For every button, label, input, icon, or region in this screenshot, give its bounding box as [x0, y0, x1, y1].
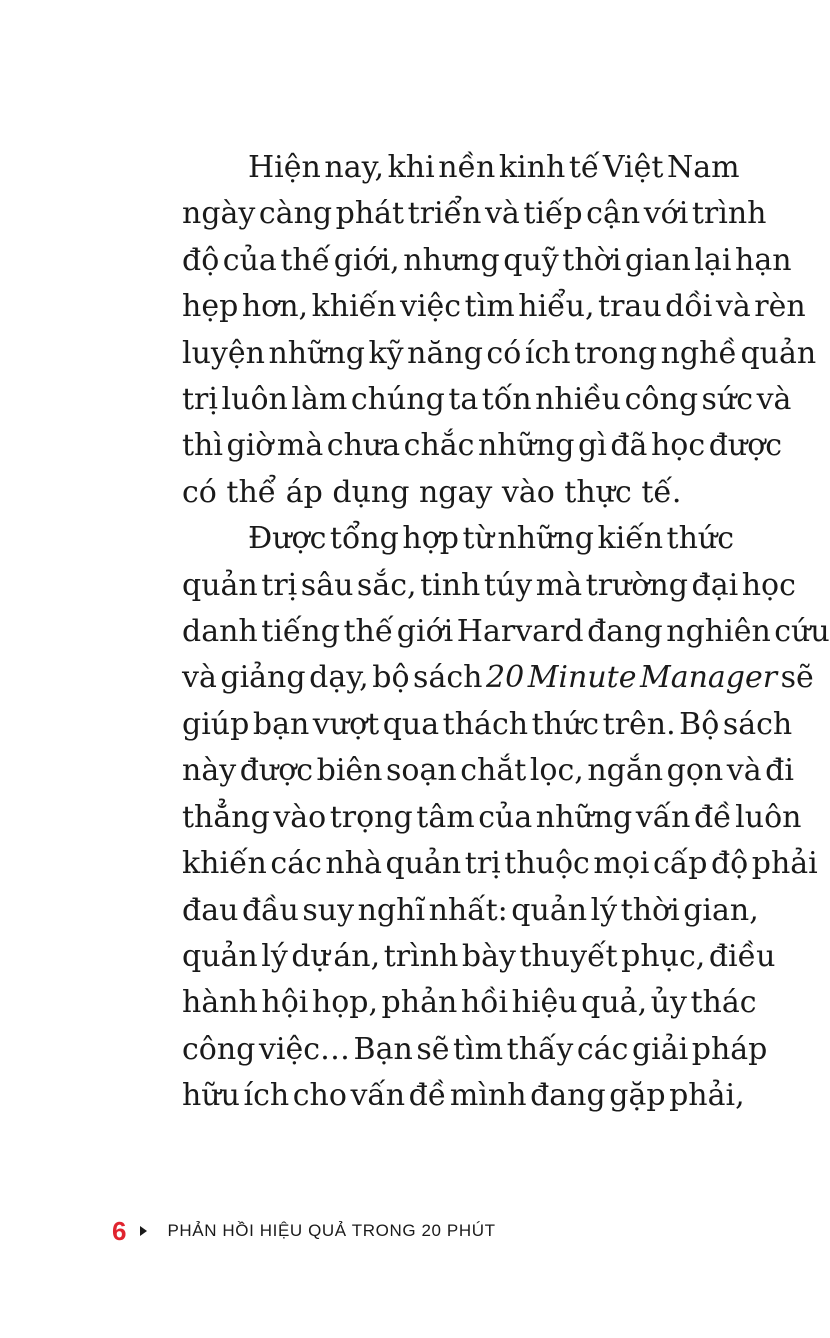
- paragraph-2: [116, 516, 830, 1119]
- page-footer: [112, 1216, 496, 1246]
- text-line: danh tiếng thế giới Harvard đang nghiên cứu: [182, 614, 830, 650]
- text-fragment: và giảng dạy, bộ sách: [182, 660, 486, 696]
- text-line: này được biên soạn chắt lọc, ngắn gọn và đi: [182, 753, 794, 789]
- book-series-title: 20 Minute Manager: [485, 660, 778, 696]
- triangle-right-icon: [140, 1226, 147, 1236]
- text-line: công việc… Bạn sẽ tìm thấy các giải pháp: [182, 1031, 768, 1067]
- running-head: PHẢN HỒI HIỆU QUẢ TRONG 20 PHÚT: [167, 1221, 496, 1240]
- text-line: hành hội họp, phản hồi hiệu quả, ủy thác: [182, 985, 757, 1021]
- body-text: [116, 145, 830, 1120]
- text-line: giúp bạn vượt qua thách thức trên. Bộ sách: [182, 706, 793, 742]
- text-line-with-title: [116, 655, 814, 701]
- text-line: độ của thế giới, nhưng quỹ thời gian lại hạn: [182, 242, 792, 278]
- paragraph-1: [116, 145, 817, 516]
- text-line: Được tổng hợp từ những kiến thức: [248, 521, 735, 557]
- text-line: hữu ích cho vấn đề mình đang gặp phải,: [182, 1078, 745, 1114]
- text-line: thì giờ mà chưa chắc những gì đã học được: [182, 428, 783, 464]
- page-number: 6: [112, 1215, 127, 1246]
- text-line: có thể áp dụng ngay vào thực tế.: [182, 474, 682, 510]
- text-line: luyện những kỹ năng có ích trong nghề quản: [182, 335, 817, 371]
- text-line: hẹp hơn, khiến việc tìm hiểu, trau dồi và rèn: [182, 289, 806, 325]
- text-fragment: sẽ: [777, 660, 814, 696]
- text-line: trị luôn làm chúng ta tốn nhiều công sức và: [182, 382, 792, 418]
- text-line: thẳng vào trọng tâm của những vấn đề luôn: [182, 799, 802, 835]
- text-line: Hiện nay, khi nền kinh tế Việt Nam: [248, 150, 740, 185]
- text-line: quản lý dự án, trình bày thuyết phục, điều: [182, 938, 776, 974]
- text-line: ngày càng phát triển và tiếp cận với trình: [182, 196, 767, 232]
- text-line: đau đầu suy nghĩ nhất: quản lý thời gian,: [182, 892, 759, 928]
- text-line: khiến các nhà quản trị thuộc mọi cấp độ phải: [182, 846, 818, 882]
- text-line: quản trị sâu sắc, tinh túy mà trường đại học: [182, 567, 796, 603]
